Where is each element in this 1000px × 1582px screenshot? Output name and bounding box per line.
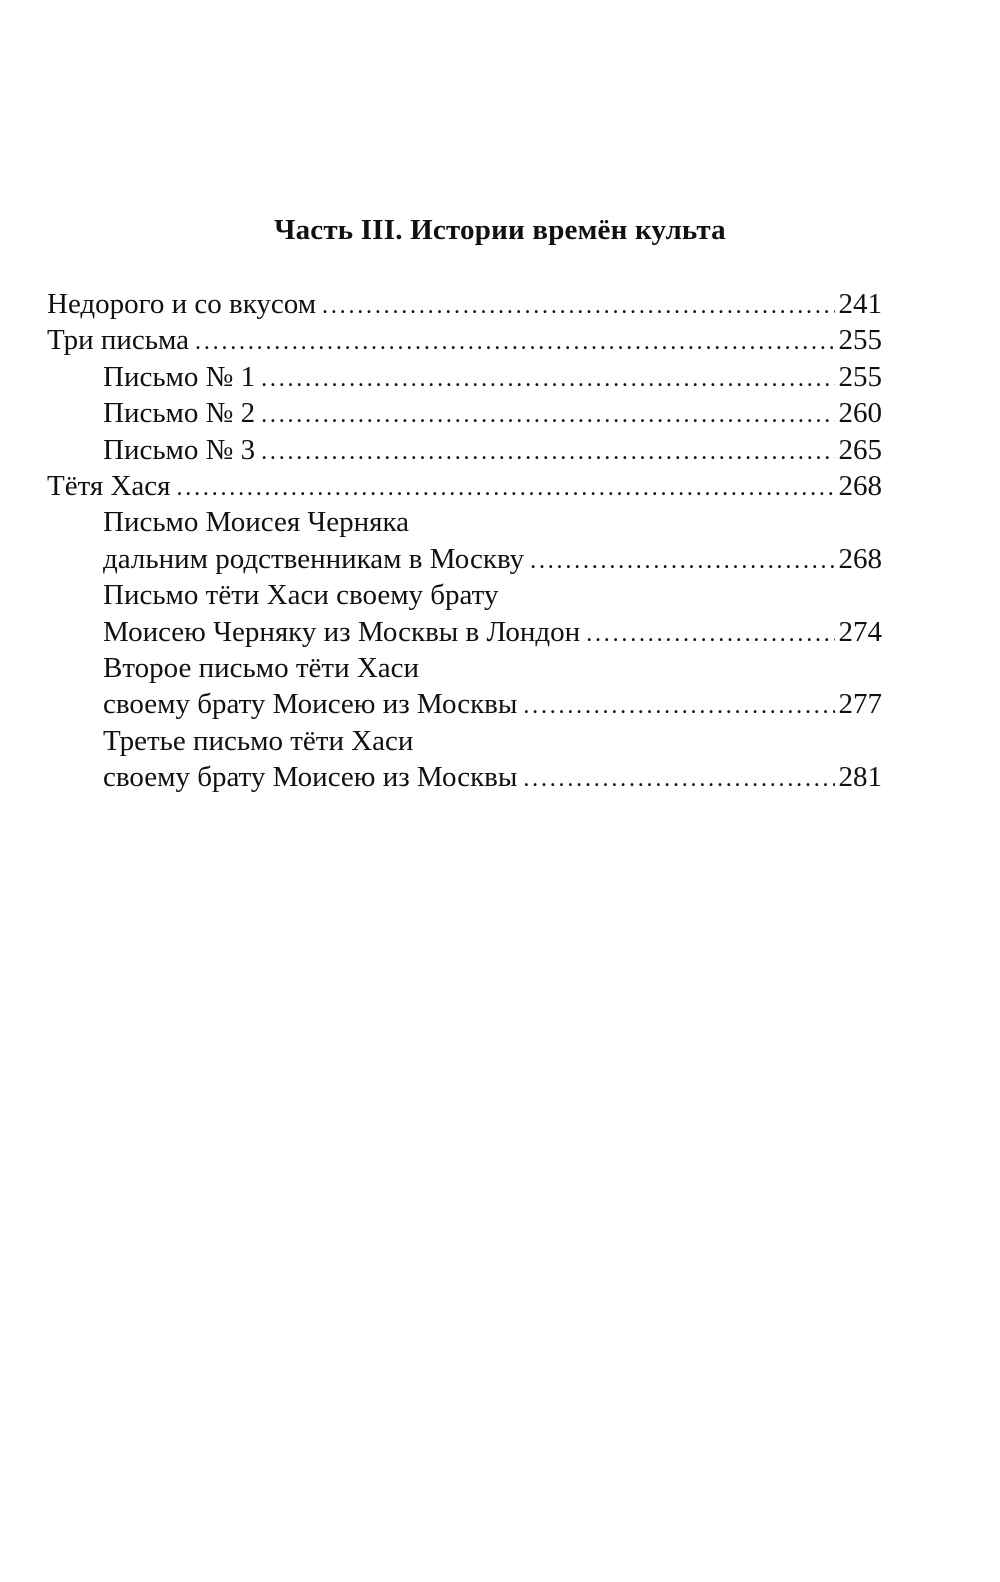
toc-leader-dots [322,288,834,322]
toc-leader-dots [261,434,834,468]
toc-page-number: 241 [838,288,882,320]
toc-page-number: 268 [838,469,882,502]
toc-subentry-line1 [47,504,882,540]
toc-subentry [47,359,882,395]
toc-entry-title: Недорого и со вкусом [47,288,317,320]
toc-page-number: 274 [838,615,882,648]
toc-entry-title: Письмо № 1 [103,360,256,393]
toc-leader-dots [523,688,834,722]
toc-entry-title: Письмо № 3 [103,433,256,466]
toc-entry-title: Письмо тёти Хаси своему брату [103,579,499,612]
toc-subentry-line2 [47,614,882,650]
toc-entry-title: Третье письмо тёти Хаси [103,724,414,757]
toc-page-number: 255 [838,324,882,357]
toc-leader-dots [530,543,834,577]
toc-page-number: 268 [838,542,882,575]
toc-entry [47,286,882,322]
toc-subentry [47,432,882,468]
toc-entry-title: своему брату Моисею из Москвы [103,761,518,794]
toc-entry-title: своему брату Моисею из Москвы [103,688,518,721]
part-title: Часть III. Истории времён культа [274,214,726,246]
toc-subentry-line1 [47,577,882,613]
toc-entry-title: Второе письмо тёти Хаси [103,651,420,684]
toc-page-number: 277 [838,688,882,721]
toc-subentry-line1 [47,650,882,686]
table-of-contents [47,286,882,795]
toc-entry-title: Письмо Моисея Черняка [103,506,410,539]
toc-page-number: 281 [838,761,882,794]
toc-subentry [47,395,882,431]
toc-leader-dots [195,324,834,358]
toc-entry [47,322,882,358]
toc-leader-dots [261,397,834,431]
toc-leader-dots [177,470,835,504]
toc-entry-title: Три письма [47,324,190,357]
toc-leader-dots [261,361,834,395]
toc-page-number: 265 [838,433,882,466]
toc-subentry-line2 [47,759,882,795]
toc-subentry-line1 [47,723,882,759]
toc-subentry-line2 [47,686,882,722]
toc-entry-title: Тётя Хася [47,469,171,502]
toc-entry-title: Письмо № 2 [103,397,256,430]
toc-subentry-line2 [47,541,882,577]
toc-entry-title: Моисею Черняку из Москвы в Лондон [103,615,581,648]
toc-entry [47,468,882,504]
toc-page-number: 255 [838,360,882,393]
toc-leader-dots [586,616,834,650]
toc-leader-dots [523,761,834,795]
toc-page-number: 260 [838,397,882,430]
toc-entry-title: дальним родственникам в Москву [103,542,525,575]
